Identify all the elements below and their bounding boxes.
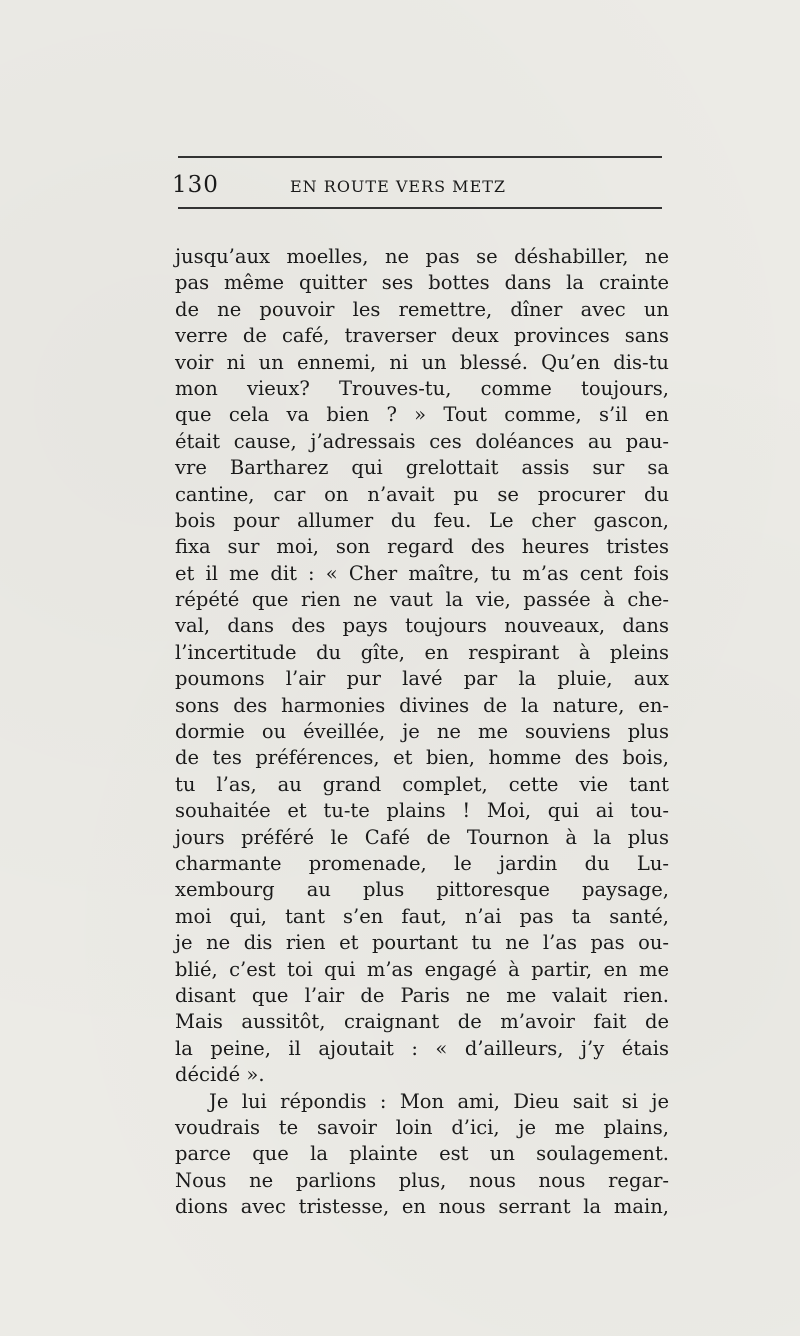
- text-line: voir ni un ennemi, ni un blessé. Qu’en dis-tu: [175, 350, 669, 374]
- text-line: de tes préférences, et bien, homme des bois,: [175, 746, 669, 770]
- header-rule-bottom: [178, 207, 662, 209]
- text-line: Je lui répondis : Mon ami, Dieu sait si je: [209, 1089, 669, 1113]
- text-line: décidé ».: [175, 1063, 265, 1087]
- running-title: EN ROUTE VERS METZ: [290, 177, 507, 196]
- body-text: [175, 244, 669, 1220]
- text-line: mon vieux? Trouves-tu, comme toujours,: [175, 376, 669, 400]
- text-line: fixa sur moi, son regard des heures tristes: [175, 535, 669, 559]
- text-line: dormie ou éveillée, je ne me souviens plus: [175, 720, 669, 744]
- text-line: charmante promenade, le jardin du Lu-: [175, 851, 669, 875]
- text-line: jours préféré le Café de Tournon à la plus: [175, 825, 669, 849]
- text-line: val, dans des pays toujours nouveaux, dans: [175, 614, 669, 638]
- text-line: Nous ne parlions plus, nous nous regar-: [175, 1168, 669, 1192]
- text-line: vre Bartharez qui grelottait assis sur sa: [175, 456, 669, 480]
- text-line: jusqu’aux moelles, ne pas se déshabiller, ne: [175, 245, 669, 268]
- page-number: 130: [172, 172, 219, 198]
- text-line: de ne pouvoir les remettre, dîner avec un: [175, 297, 669, 321]
- text-line: voudrais te savoir loin d’ici, je me plains,: [175, 1115, 669, 1139]
- text-line: disant que l’air de Paris ne me valait rien.: [175, 983, 669, 1007]
- text-line: bois pour allumer du feu. Le cher gascon,: [175, 508, 669, 532]
- text-line: pas même quitter ses bottes dans la crainte: [175, 271, 669, 295]
- text-line: était cause, j’adressais ces doléances au pau-: [175, 429, 669, 453]
- text-line: tu l’as, au grand complet, cette vie tant: [175, 772, 669, 796]
- text-line: l’incertitude du gîte, en respirant à pleins: [175, 640, 669, 664]
- text-line: cantine, car on n’avait pu se procurer du: [175, 482, 669, 506]
- text-line: parce que la plainte est un soulagement.: [175, 1142, 669, 1166]
- header-rule-top: [178, 156, 662, 158]
- text-line: je ne dis rien et pourtant tu ne l’as pas ou-: [175, 931, 669, 955]
- text-line: poumons l’air pur lavé par la pluie, aux: [175, 667, 669, 691]
- running-header: [172, 172, 666, 202]
- text-line: xembourg au plus pittoresque paysage,: [175, 878, 669, 902]
- text-line: verre de café, traverser deux provinces sans: [175, 324, 669, 348]
- text-line: moi qui, tant s’en faut, n’ai pas ta santé,: [175, 904, 669, 928]
- text-line: souhaitée et tu-te plains ! Moi, qui ai tou-: [175, 799, 669, 823]
- text-line: la peine, il ajoutait : « d’ailleurs, j’y étais: [175, 1036, 669, 1060]
- text-line: sons des harmonies divines de la nature, en-: [175, 693, 669, 717]
- text-line: Mais aussitôt, craignant de m’avoir fait de: [175, 1010, 669, 1034]
- text-line: blié, c’est toi qui m’as engagé à partir, en me: [175, 957, 669, 981]
- text-line: répété que rien ne vaut la vie, passée à che-: [175, 588, 669, 612]
- text-line: et il me dit : « Cher maître, tu m’as cent fois: [175, 561, 669, 585]
- text-line: dions avec tristesse, en nous serrant la main,: [175, 1195, 669, 1219]
- text-line: que cela va bien ? » Tout comme, s’il en: [175, 403, 669, 427]
